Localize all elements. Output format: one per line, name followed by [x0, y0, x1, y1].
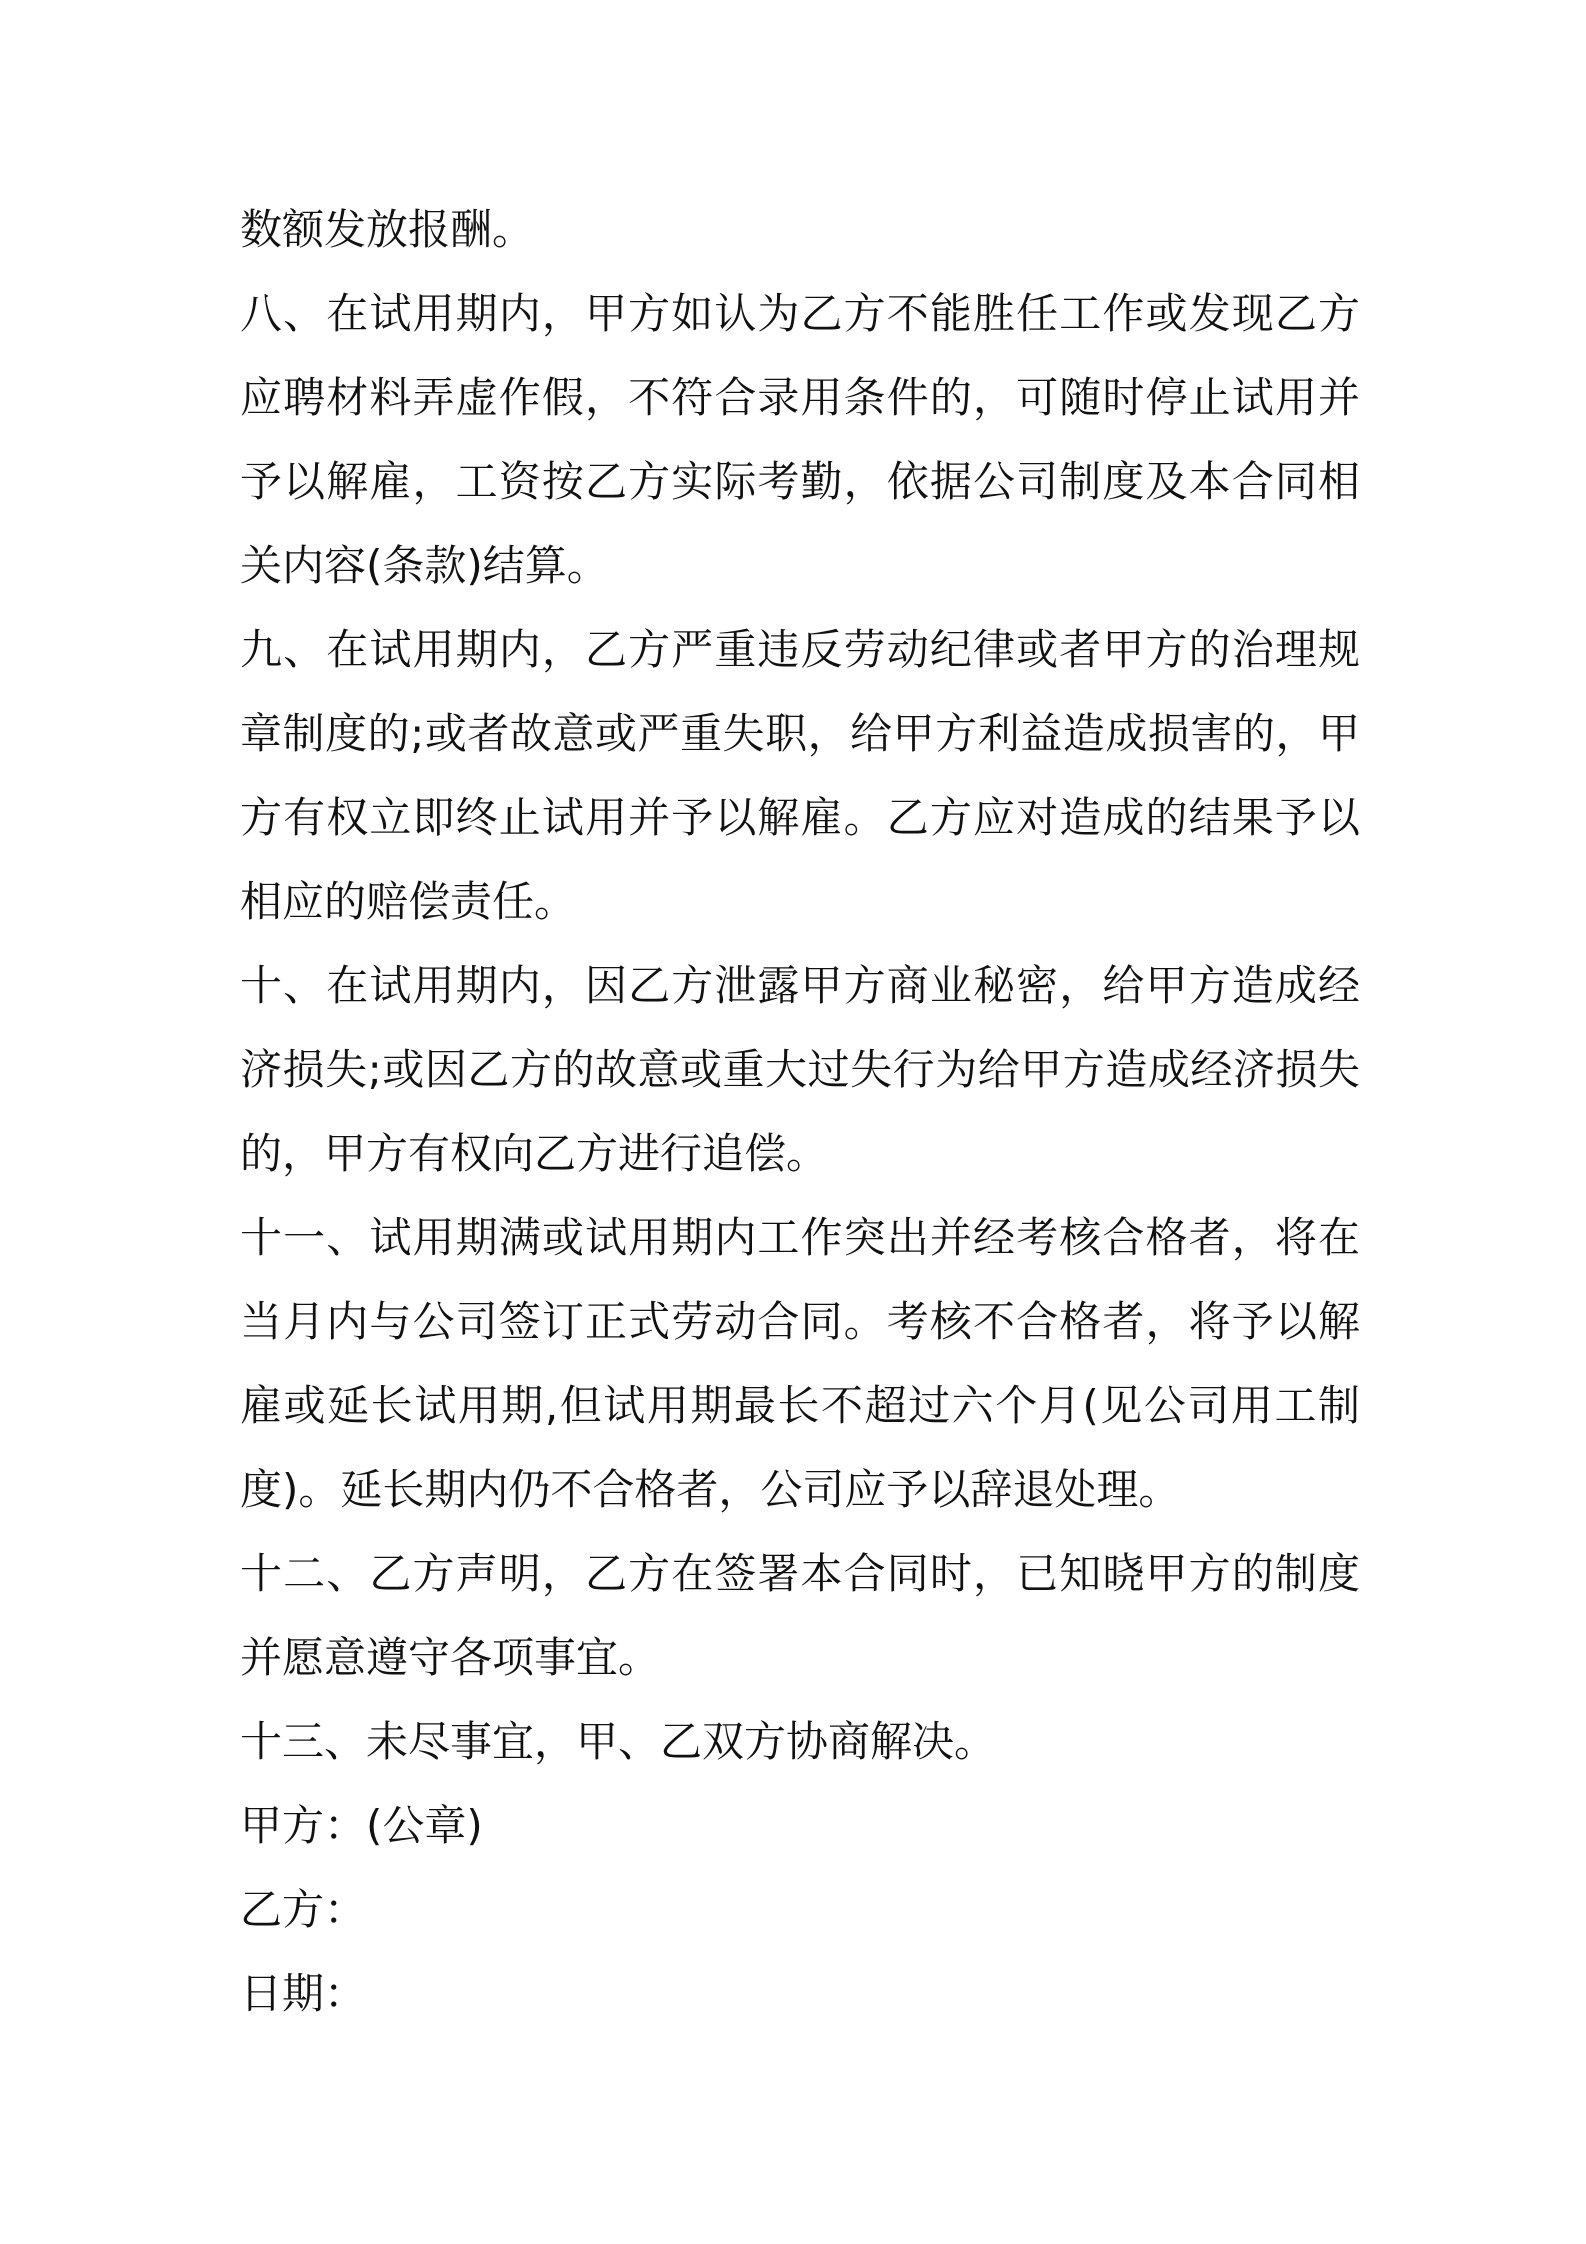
- clause-11: 十一、试用期满或试用期内工作突出并经考核合格者，将在当月内与公司签订正式劳动合同。考核不合格者，将予以解雇或延长试用期,但试用期最长不超过六个月(见公司用工制度)。延长期内仍不合格者，公司应予以辞退处理。: [240, 1213, 1360, 1514]
- clause-8: 八、在试用期内，甲方如认为乙方不能胜任工作或发现乙方应聘材料弄虚作假，不符合录用条件的，可随时停止试用并予以解雇，工资按乙方实际考勤，依据公司制度及本合同相关内容(条款)结算。: [240, 289, 1360, 590]
- clause-9: 九、在试用期内，乙方严重违反劳动纪律或者甲方的治理规章制度的;或者故意或严重失职，给甲方利益造成损害的，甲方有权立即终止试用并予以解雇。乙方应对造成的结果予以相应的赔偿责任。: [240, 625, 1360, 926]
- paragraph-continuation: 数额发放报酬。: [240, 205, 535, 254]
- signature-party-b: 乙方：: [240, 1885, 367, 1934]
- clause-10: 十、在试用期内，因乙方泄露甲方商业秘密，给甲方造成经济损失;或因乙方的故意或重大过失行为给甲方造成经济损失的，甲方有权向乙方进行追偿。: [240, 961, 1360, 1178]
- clause-13: 十三、未尽事宜，甲、乙双方协商解决。: [240, 1717, 997, 1766]
- clause-12: 十二、乙方声明，乙方在签署本合同时，已知晓甲方的制度并愿意遵守各项事宜。: [240, 1549, 1360, 1682]
- signature-date: 日期：: [240, 1969, 367, 2018]
- document-body: [240, 188, 1360, 2036]
- signature-party-a: 甲方：(公章): [240, 1801, 483, 1850]
